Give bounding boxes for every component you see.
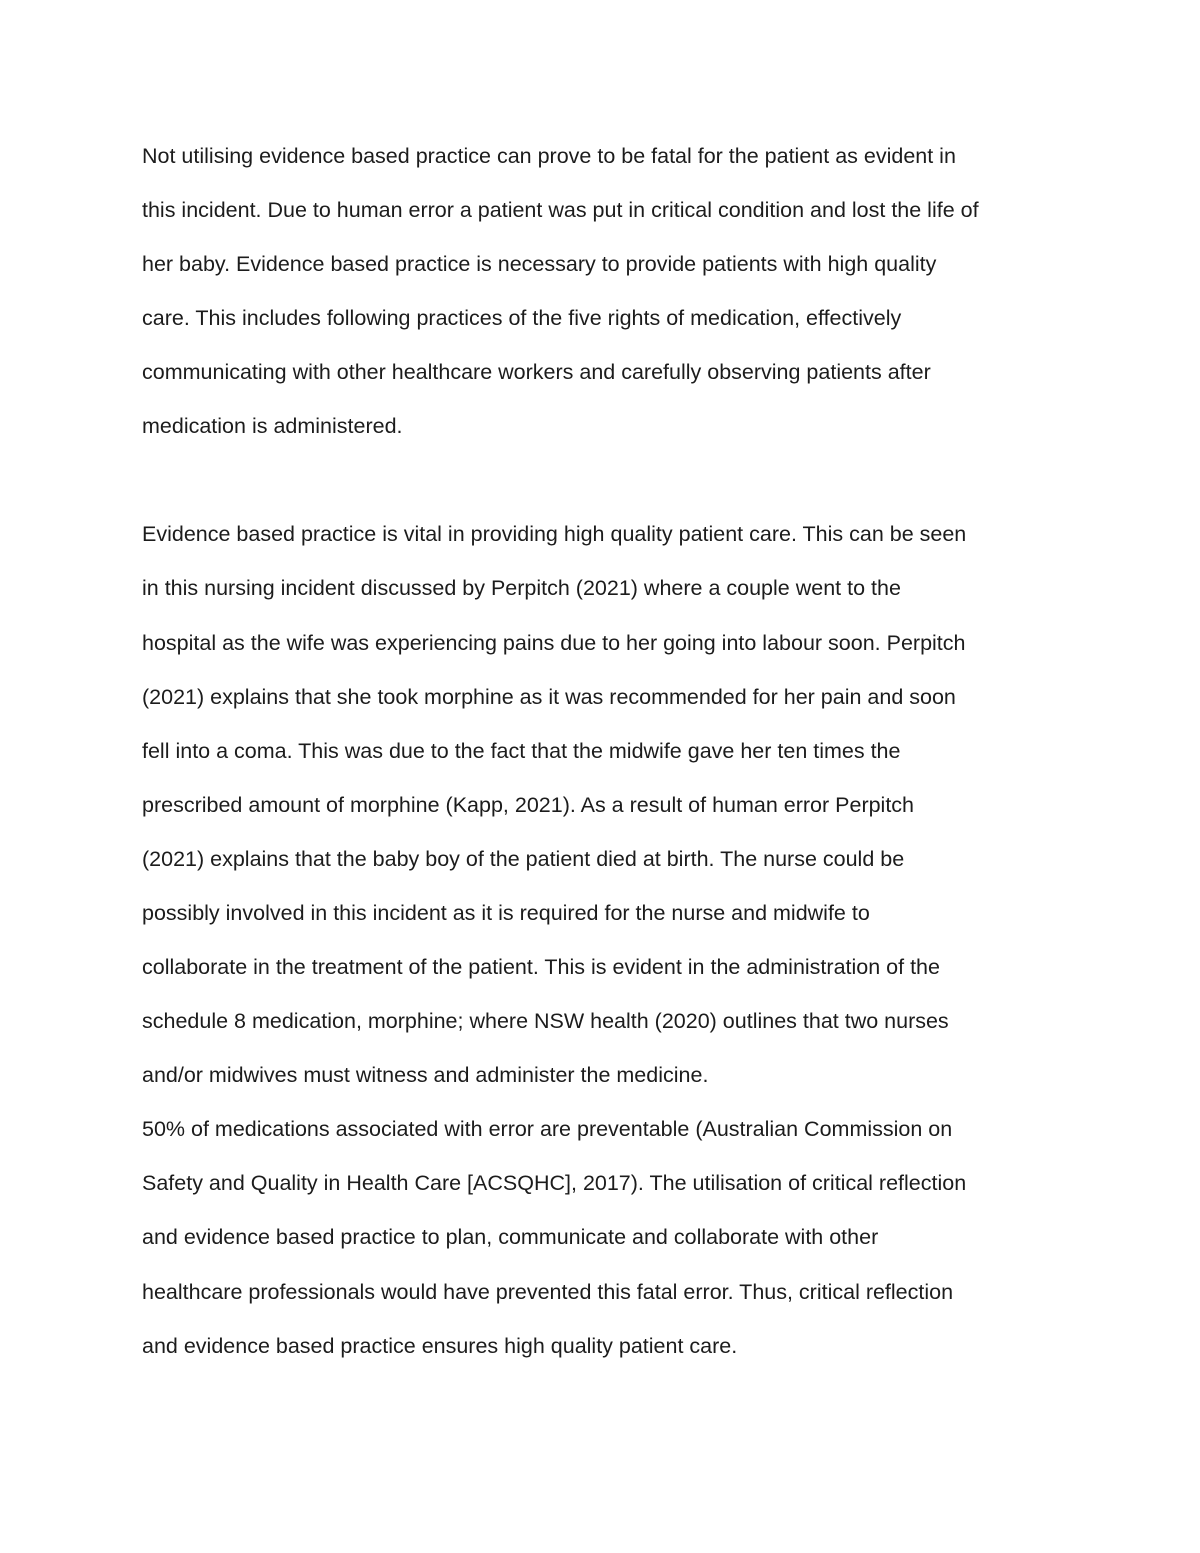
paragraph-3-line-3: and evidence based practice to plan, communicate and collaborate with other bbox=[142, 1225, 879, 1249]
paragraph-2-line-5: fell into a coma. This was due to the fact that the midwife gave her ten times the bbox=[142, 739, 901, 763]
paragraph-2-line-1: Evidence based practice is vital in providing high quality patient care. This can be seen bbox=[142, 522, 967, 546]
paragraph-1-line-3: her baby. Evidence based practice is necessary to provide patients with high quality bbox=[142, 252, 937, 276]
paragraph-2-line-9: collaborate in the treatment of the patient. This is evident in the administration of the bbox=[142, 955, 940, 979]
paragraph-2-line-2: in this nursing incident discussed by Perpitch (2021) where a couple went to the bbox=[142, 576, 901, 600]
paragraph-1-line-5: communicating with other healthcare workers and carefully observing patients after bbox=[142, 360, 931, 384]
paragraph-2-line-11: and/or midwives must witness and administer the medicine. bbox=[142, 1063, 709, 1087]
paragraph-2-line-8: possibly involved in this incident as it is required for the nurse and midwife to bbox=[142, 901, 870, 925]
paragraph-2-line-3: hospital as the wife was experiencing pains due to her going into labour soon. Perpitch bbox=[142, 631, 966, 655]
paragraph-3-line-1: 50% of medications associated with error are preventable (Australian Commission on bbox=[142, 1117, 953, 1141]
paragraph-2-line-4: (2021) explains that she took morphine as it was recommended for her pain and soon bbox=[142, 685, 956, 709]
paragraph-1-line-4: care. This includes following practices of the five rights of medication, effectively bbox=[142, 306, 902, 330]
paragraph-1-line-1: Not utilising evidence based practice can prove to be fatal for the patient as evident in bbox=[142, 144, 956, 168]
paragraph-3-line-4: healthcare professionals would have prevented this fatal error. Thus, critical reflection bbox=[142, 1280, 954, 1304]
paragraph-2-line-6: prescribed amount of morphine (Kapp, 2021). As a result of human error Perpitch bbox=[142, 793, 915, 817]
paragraph-1-line-6: medication is administered. bbox=[142, 414, 403, 438]
paragraph-2-line-7: (2021) explains that the baby boy of the patient died at birth. The nurse could be bbox=[142, 847, 905, 871]
paragraph-1-line-2: this incident. Due to human error a patient was put in critical condition and lost the life of bbox=[142, 198, 979, 222]
paragraph-3-line-5: and evidence based practice ensures high quality patient care. bbox=[142, 1334, 738, 1358]
paragraph-2-line-10: schedule 8 medication, morphine; where NSW health (2020) outlines that two nurses bbox=[142, 1009, 949, 1033]
paragraph-3-line-2: Safety and Quality in Health Care [ACSQHC], 2017). The utilisation of critical reflection bbox=[142, 1171, 967, 1195]
